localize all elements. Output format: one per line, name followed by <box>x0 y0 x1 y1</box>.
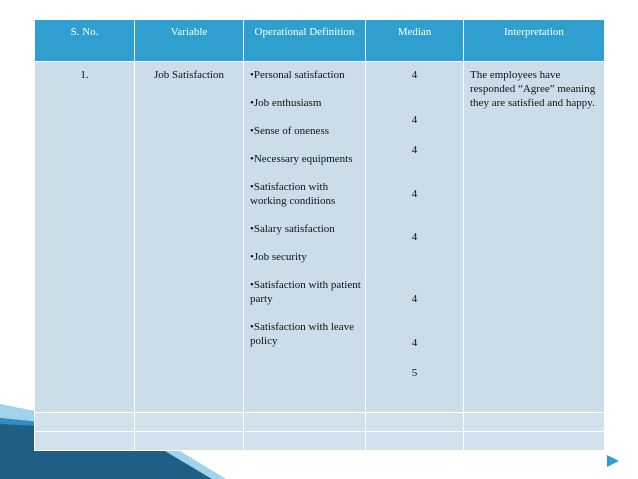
list-item: •Job security <box>250 251 307 263</box>
median-value: 5 <box>411 367 418 379</box>
empty-cell <box>135 413 244 432</box>
cell-interpretation <box>464 62 605 413</box>
list-item: •Necessary equipments <box>250 153 353 165</box>
median-value: 4 <box>411 337 418 349</box>
median-value: 4 <box>411 69 418 81</box>
list-item: •Sense of oneness <box>250 125 330 137</box>
cell-sno <box>35 62 135 413</box>
median-value: 4 <box>411 114 418 126</box>
variable-value: Job Satisfaction <box>154 69 224 81</box>
header-variable: Variable <box>135 20 244 62</box>
list-item: •Satisfaction with patient party <box>250 279 361 305</box>
empty-cell <box>366 432 464 451</box>
empty-cell <box>464 432 605 451</box>
cell-operational-definition <box>244 62 366 413</box>
survey-results-table <box>34 19 605 451</box>
list-item: •Satisfaction with working conditions <box>250 181 336 207</box>
empty-cell <box>35 432 135 451</box>
empty-cell <box>244 432 366 451</box>
median-value: 4 <box>411 188 418 200</box>
empty-cell <box>135 432 244 451</box>
median-value: 4 <box>411 144 418 156</box>
table-row <box>35 62 605 413</box>
median-value: 4 <box>411 293 418 305</box>
table-row-empty <box>35 413 605 432</box>
empty-cell <box>366 413 464 432</box>
header-operational-definition: Operational Definition <box>244 20 366 62</box>
list-item: •Satisfaction with leave policy <box>250 321 355 347</box>
table-header-row <box>35 20 605 62</box>
table-row-empty <box>35 432 605 451</box>
list-item: •Salary satisfaction <box>250 223 335 235</box>
empty-cell <box>244 413 366 432</box>
bullet-arrow-icon <box>607 455 619 467</box>
header-median: Median <box>366 20 464 62</box>
header-interpretation: Interpretation <box>464 20 605 62</box>
interpretation-text: The employees have responded “Agree” meaning they are satisfied and happy. <box>470 69 596 109</box>
list-item: •Job enthusiasm <box>250 97 322 109</box>
cell-variable <box>135 62 244 413</box>
median-list <box>366 62 463 402</box>
empty-cell <box>35 413 135 432</box>
sno-value: 1. <box>80 69 89 81</box>
cell-median <box>366 62 464 413</box>
empty-cell <box>464 413 605 432</box>
list-item: •Personal satisfaction <box>250 69 345 81</box>
definition-list <box>244 62 365 348</box>
header-sno: S. No. <box>35 20 135 62</box>
median-value: 4 <box>411 231 418 243</box>
